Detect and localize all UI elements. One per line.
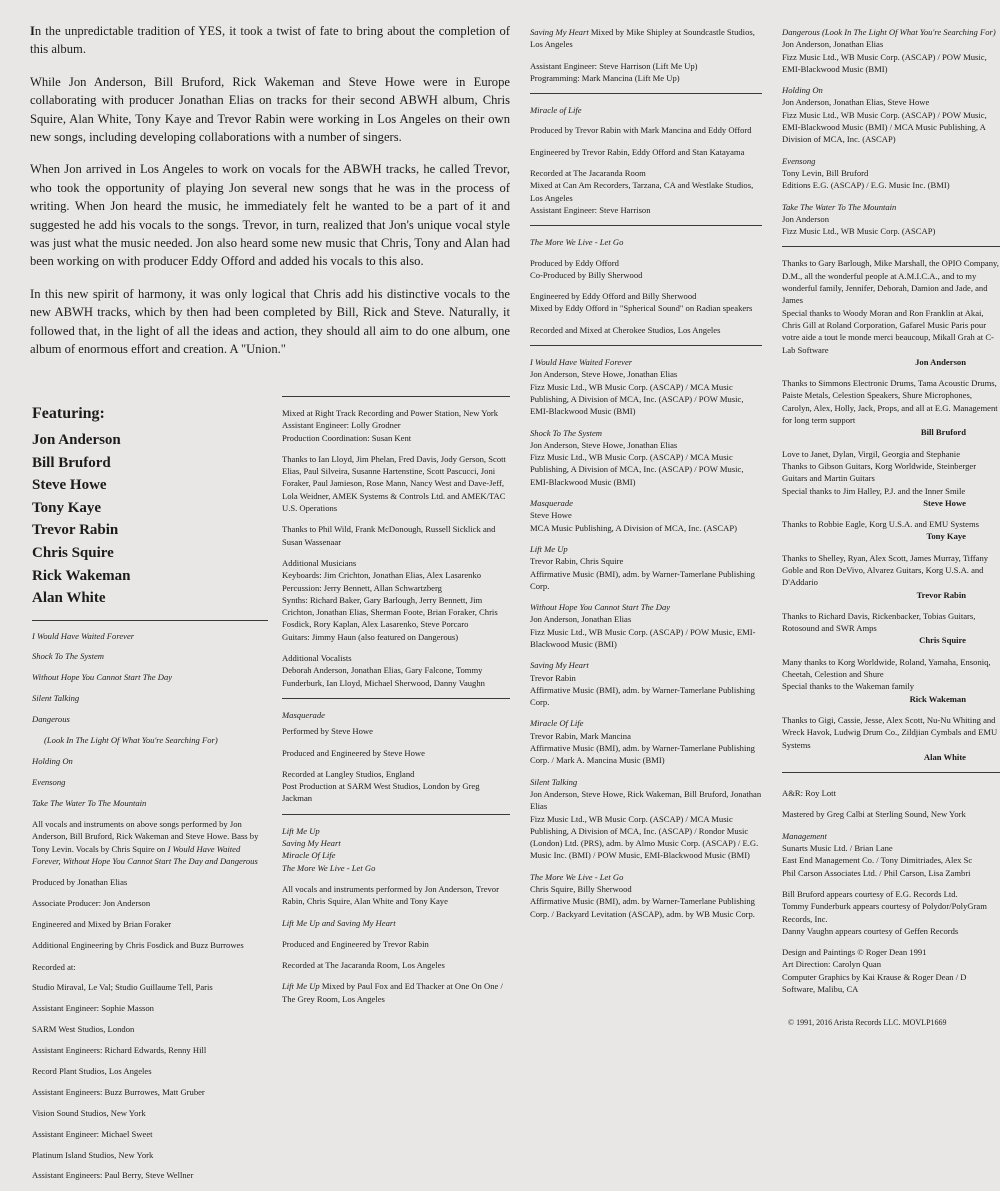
credit-block (530, 26, 762, 51)
credit-block (32, 918, 268, 951)
publishing-list (782, 26, 1000, 237)
song-credits: Steve Howe MCA Music Publishing, A Division of MCA, Inc. (ASCAP) (530, 510, 737, 533)
credit-text: Design and Paintings © Roger Dean 1991 (782, 947, 927, 958)
credit-block (782, 787, 1000, 799)
divider (282, 396, 510, 397)
divider (282, 814, 510, 815)
credit-block (782, 808, 1000, 820)
member-name: Tony Kaye (32, 499, 102, 516)
credit-text: Record Plant Studios, Los Angeles (32, 1066, 152, 1077)
credit-block (282, 980, 510, 1005)
song-title: Evensong (782, 155, 816, 166)
credit-text: I Would Have Waited Forever, Without Hope You Cannot Start The Day and Dangerous (32, 843, 258, 866)
publishing-entry (782, 155, 1000, 192)
track-title: Saving My Heart (282, 838, 341, 849)
song-credits: Chris Squire, Billy Sherwood Affirmative Music (BMI), adm. by Warner-Tamerlane Publishing Corp. / Backyard Levitation (ASCAP), adm. by WB Music Corp. (530, 884, 755, 919)
credit-text: Platinum Island Studios, New York (32, 1149, 154, 1160)
song-credits: Trevor Rabin, Chris Squire Affirmative Music (BMI), adm. by Warner-Tamerlane Publishing Corp. (530, 556, 755, 591)
credit-text: Production Coordination: Susan Kent (282, 432, 412, 443)
publishing-entry (530, 497, 762, 534)
credit-text: Recorded and Mixed at Cherokee Studios, Los Angeles (530, 324, 721, 335)
credit-text: Computer Graphics by Kai Krause & Roger Dean / D Software, Malibu, CA (782, 971, 967, 994)
thanks-text: Thanks to Gary Barlough, Mike Marshall, the OPIO Company, D.M., all the wonderful people at A.M.I.C.A., and to my wonderful family, Jennifer, Deborah, Damion and Jade, and James Special thanks to Woody Moran and Ron Franklin at Akai, Chris Gill at Roland Corporation, Gafarel Music Paris pour votre aide a tout le monde merci beaucoup, Mikall Grah at C-Lab Software (782, 258, 999, 355)
credit-text: Mixed at Can Am Recorders, Tarzana, CA and Westlake Studios, Los Angeles (530, 180, 754, 203)
member-signature: Steve Howe (923, 497, 966, 508)
publishing-list (530, 356, 762, 920)
section-title: Management (782, 830, 827, 841)
credit-text: Mixed by Mike Shipley at Soundcastle Studios, Los Angeles (530, 27, 755, 50)
featuring-title: Featuring: (32, 405, 105, 422)
credit-text: Deborah Anderson, Jonathan Elias, Gary Falcone, Tommy Funderburk, Ian Lloyd, Michael Sherwood, Danny Vaughn (282, 665, 485, 688)
divider (282, 698, 510, 699)
divider (782, 772, 1000, 773)
track-title: Shock To The System (32, 651, 105, 662)
credit-block (282, 938, 510, 950)
credit-text: Vision Sound Studios, New York (32, 1107, 146, 1118)
credit-text: A&R: Roy Lott (782, 788, 836, 799)
credit-text: Produced by Eddy Offord (530, 257, 619, 268)
publishing-entry (782, 26, 1000, 75)
song-title: Shock To The System (530, 427, 603, 438)
thanks-list (782, 257, 1000, 763)
credit-text: Mixed by Paul Fox and Ed Thacker at One On One / The Grey Room, Los Angeles (282, 981, 503, 1004)
publishing-entry (530, 717, 762, 766)
section-title: The More We Live - Let Go (530, 237, 624, 248)
publishing-entry (530, 776, 762, 862)
song-title: Miracle Of Life (530, 718, 584, 729)
song-credits: Trevor Rabin, Mark Mancina Affirmative Music (BMI), adm. by Warner-Tamerlane Publishing Corp. / Mark A. Mancina Music (BMI) (530, 730, 755, 766)
credit-text: Studio Miraval, Le Val; Studio Guillaume Tell, Paris (32, 982, 213, 993)
credit-text: Assistant Engineers: Richard Edwards, Renny Hill (32, 1045, 207, 1056)
credit-text: Sunarts Music Ltd. / Brian Lane (782, 843, 893, 854)
credit-text: SARM West Studios, London (32, 1024, 135, 1035)
thanks-text: Thanks to Gigi, Cassie, Jesse, Alex Scott, Nu-Nu Whiting and Wreck Havok, Ludwig Drum Co., Zildjian Cymbals and EMU Systems (782, 714, 998, 750)
credit-block (530, 60, 762, 85)
member-name: Steve Howe (32, 477, 107, 494)
intro-paragraph: While Jon Anderson, Bill Bruford, Rick Wakeman and Steve Howe were in Europe collaborating with producer Jonathan Elias on tracks for their second ABWH album, Chris Squire, Alan White, Tony Kaye and Trevor Rabin were working in Los Angeles on their own new songs, including developing collaborations with a number of singers. (30, 74, 510, 145)
member-signature: Bill Bruford (920, 427, 966, 438)
thanks-entry (782, 377, 1000, 438)
credit-text: Additional Engineering by Chris Fosdick and Buzz Burrowes (32, 940, 244, 951)
credit-text: Guitars: Jimmy Haun (also featured on Dangerous) (282, 631, 459, 642)
thanks-entry (782, 714, 1000, 763)
credit-text: Recorded at The Jacaranda Room, Los Angeles (282, 960, 445, 971)
thanks-entry (782, 257, 1000, 368)
divider (530, 225, 762, 226)
intro-paragraph: When Jon arrived in Los Angeles to work on vocals for the ABWH tracks, he called Trevor, who took the opportunity of playing Jon several new songs that he was in the process of writing. When Jon heard the music, he immediately felt he wanted to be a part of it and suggested he add his vocals to the songs. Trevor, in turn, realized that Jon's unique vocal style was just what the music needed. Jon also heard some new music that Chris, Tony and Alan had been working on with producer Eddy Offord and added his vocals to this also. (30, 162, 510, 269)
member-name: Rick Wakeman (32, 567, 131, 584)
song-title: Dangerous (Look In The Light Of What You're Searching For) (782, 27, 996, 37)
credit-text: Produced by Trevor Rabin with Mark Mancina and Eddy Offord (530, 125, 752, 136)
track-title: Dangerous (32, 714, 70, 725)
thanks-entry (782, 518, 1000, 543)
credit-block (282, 557, 510, 643)
credit-block (32, 818, 268, 867)
song-title: Silent Talking (530, 776, 578, 787)
credit-text: Assistant Engineers: Paul Berry, Steve Wellner (32, 1170, 194, 1181)
publishing-entry (530, 659, 762, 708)
credit-text: Thanks to Ian Lloyd, Jim Phelan, Fred Davis, Jody Gerson, Scott Elias, Paul Silveira, Susanne Hartenstine, Scott Pascucci, Joni Foraker, Paul Jamieson, Rose Mann, Nancy West and Dave-Jeff, Lola Weidner, AMEK Systems & Controls Ltd. and AMEK/TAC U.S. Operations (282, 453, 506, 514)
credit-text: Assistant Engineer: Steve Harrison (Lift Me Up) (530, 60, 698, 71)
member-signature: Tony Kaye (926, 531, 966, 542)
song-title: Lift Me Up (530, 543, 568, 554)
credit-text: Mixed at Right Track Recording and Power Station, New York (282, 408, 499, 418)
publishing-entry (782, 201, 1000, 238)
section-title: Miracle of Life (530, 105, 582, 116)
credit-text: Saving My Heart (530, 27, 589, 37)
song-title: Without Hope You Cannot Start The Day (530, 602, 671, 613)
credit-block (282, 523, 510, 548)
song-credits: Trevor Rabin Affirmative Music (BMI), adm. by Warner-Tamerlane Publishing Corp. (530, 672, 755, 708)
credit-text: Synths: Richard Baker, Gary Barlough, Jerry Bennett, Jim Crichton, Jonathan Elias, Sherman Foote, Brian Foraker, Chris Fosdick, Rory Kaplan, Alex Lasarenko, Steve Porcaro (282, 594, 498, 630)
member-signature: Chris Squire (919, 635, 966, 646)
credit-block (530, 236, 762, 336)
intro-paragraph: In the unpredictable tradition of YES, it took a twist of fate to bring about the completion of this album. (30, 24, 510, 57)
song-title: The More We Live - Let Go (530, 871, 624, 882)
credit-text: Lift Me Up and Saving My Heart (282, 917, 396, 928)
song-credits: Jon Anderson Fizz Music Ltd., WB Music Corp. (ASCAP) (782, 213, 936, 237)
credit-block (282, 883, 510, 908)
section-title: Masquerade (282, 709, 325, 720)
credit-text: Mixed by Eddy Offord in "Spherical Sound" on Radian speakers (530, 303, 753, 314)
song-credits: Jon Anderson, Steve Howe, Jonathan Elias Fizz Music Ltd., WB Music Corp. (ASCAP) / MCA Music Publishing, A Division of MCA, Inc. (ASCAP) / POW Music, EMI-Blackwood Music (BMI) (530, 439, 744, 487)
credit-text: Mastered by Greg Calbi at Sterling Sound, New York (782, 809, 966, 820)
column-2-credits (282, 396, 510, 1014)
featuring-list (32, 405, 232, 610)
column-4-credits (782, 26, 1000, 1004)
song-credits: Jon Anderson, Jonathan Elias, Steve Howe Fizz Music Ltd., WB Music Corp. (ASCAP) / POW Music, EMI-Blackwood Music (BMI) / MCA Music Publishing, A Division of MCA, Inc. (ASCAP) (782, 97, 987, 145)
thanks-entry (782, 610, 1000, 647)
song-title: Masquerade (530, 498, 573, 509)
credit-text: Bill Bruford appears courtesy of E.G. Records Ltd. (782, 888, 958, 899)
divider (530, 345, 762, 346)
credit-text: Produced and Engineered by Steve Howe (282, 747, 425, 758)
song-credits: Tony Levin, Bill Bruford Editions E.G. (ASCAP) / E.G. Music Inc. (BMI) (782, 167, 950, 191)
credit-text: Assistant Engineer: Michael Sweet (32, 1128, 153, 1139)
credit-text: All vocals and instruments on above songs performed by Jon Anderson, Bill Bruford, Rick Wakeman and Steve Howe. Bass by Tony Levin. Vocals by Chris Squire on (32, 819, 259, 854)
track-title: Take The Water To The Mountain (32, 797, 147, 808)
track-title: Without Hope You Cannot Start The Day (32, 672, 173, 683)
song-credits: Jon Anderson, Jonathan Elias Fizz Music Ltd., WB Music Corp. (ASCAP) / POW Music, EMI-Blackwood Music (BMI) (782, 39, 987, 74)
credit-block (282, 453, 510, 514)
track-title: Silent Talking (32, 693, 80, 704)
credit-text: Engineered and Mixed by Brian Foraker (32, 919, 172, 930)
member-name: Chris Squire (32, 544, 114, 561)
credit-block (782, 830, 1000, 879)
credit-text: Recorded at Langley Studios, England (282, 768, 415, 779)
publishing-entry (530, 543, 762, 592)
credit-block (282, 917, 510, 929)
member-name: Alan White (32, 590, 106, 607)
thanks-entry (782, 448, 1000, 509)
credit-text: Percussion: Jerry Bennett, Allan Schwartzberg (282, 582, 442, 593)
divider (782, 246, 1000, 247)
publishing-entry (530, 601, 762, 650)
thanks-entry (782, 552, 1000, 601)
column-1-credits (32, 620, 268, 1191)
member-signature: Jon Anderson (915, 356, 966, 367)
song-title: Holding On (782, 85, 823, 96)
credit-text: Art Direction: Carolyn Quan (782, 959, 882, 970)
song-credits: Jon Anderson, Steve Howe, Rick Wakeman, Bill Bruford, Jonathan Elias Fizz Music Ltd., WB Music Corp. (ASCAP) / MCA Music Publishing, A Division of MCA, Inc. (ASCAP) / Rondor Music (London) Ltd. (PRS), adm. by Almo Music Corp. (ASCAP) / E.G. Music Inc. (BMI) / POW Music, EMI-Blackwood Music (BMI) (530, 788, 762, 861)
credit-text: Assistant Engineer: Steve Harrison (530, 204, 651, 215)
credit-text: Phil Carson Associates Ltd. / Phil Carson, Lisa Zambri (782, 867, 971, 878)
credit-text: Tommy Funderburk appears courtesy of Polydor/PolyGram Records, Inc. (782, 901, 987, 924)
divider (530, 93, 762, 94)
credit-text: Recorded at: (32, 961, 76, 972)
publishing-entry (530, 427, 762, 488)
credit-text: Danny Vaughn appears courtesy of Geffen Records (782, 925, 959, 936)
credit-text: Thanks to Phil Wild, Frank McDonough, Russell Sicklick and Susan Wassenaar (282, 524, 496, 547)
intro-text (30, 22, 510, 373)
credit-text: Post Production at SARM West Studios, London by Greg Jackman (282, 781, 480, 804)
song-title: Saving My Heart (530, 660, 589, 671)
credit-text: East End Management Co. / Tony Dimitriades, Alex Sc (782, 855, 973, 866)
thanks-text: Thanks to Simmons Electronic Drums, Tama Acoustic Drums, Paiste Metals, Celestion Speakers, Shure Microphones, Carolyn, Alex, Holly, Jack, Props, and all at E.G. Management for long term support (782, 378, 998, 426)
credit-text: Lift Me Up (282, 981, 320, 992)
credit-text: Recorded at The Jacaranda Room (530, 168, 646, 179)
thanks-text: Thanks to Richard Davis, Rickenbacker, Tobias Guitars, Rotosound and SWR Amps (782, 610, 976, 634)
credit-text: Assistant Engineers: Buzz Burrowes, Matt Gruber (32, 1086, 205, 1097)
credit-block (282, 652, 510, 689)
member-name: Jon Anderson (32, 432, 121, 448)
thanks-entry (782, 656, 1000, 705)
member-signature: Rick Wakeman (909, 693, 966, 704)
credit-text: Engineered by Trevor Rabin, Eddy Offord and Stan Katayama (530, 146, 745, 157)
song-credits: Jon Anderson, Jonathan Elias Fizz Music Ltd., WB Music Corp. (ASCAP) / POW Music, EMI-Blackwood Music (BMI) (530, 614, 756, 649)
credit-text: Engineered by Eddy Offord and Billy Sherwood (530, 291, 697, 302)
column-3-credits (530, 26, 762, 929)
publishing-entry (530, 356, 762, 417)
track-list (282, 825, 510, 874)
track-title: (Look In The Light Of What You're Searching For) (44, 735, 218, 746)
credit-block (782, 888, 1000, 937)
publishing-entry (530, 871, 762, 920)
credit-block (282, 709, 510, 805)
thanks-text: Thanks to Shelley, Ryan, Alex Scott, James Murray, Tiffany Goble and Ron DeVivo, Alvarez Guitars, Korg U.S.A. and D'Addario (782, 552, 989, 588)
thanks-text: Thanks to Robbie Eagle, Korg U.S.A. and EMU Systems (782, 519, 980, 530)
credit-text: Programming: Mark Mancina (Lift Me Up) (530, 72, 680, 83)
credit-text: Additional Vocalists (282, 653, 352, 664)
credit-block (782, 946, 1000, 995)
credit-text: Performed by Steve Howe (282, 726, 373, 737)
credit-block (32, 961, 268, 1182)
track-title: Lift Me Up (282, 825, 320, 836)
track-title: Holding On (32, 755, 73, 766)
credit-text: Additional Musicians (282, 557, 357, 568)
thanks-text: Many thanks to Korg Worldwide, Roland, Yamaha, Ensoniq, Cheetah, Celestion and Shure Special thanks to the Wakeman family (782, 656, 991, 692)
member-name: Bill Bruford (32, 454, 111, 471)
credit-text: Co-Produced by Billy Sherwood (530, 269, 643, 280)
track-title: Miracle Of Life (282, 850, 336, 861)
copyright-notice: © 1991, 2016 Arista Records LLC. MOVLP1669 (788, 1018, 947, 1027)
song-title: I Would Have Waited Forever (530, 357, 633, 368)
publishing-entry (782, 84, 1000, 145)
credit-text: Produced and Engineered by Trevor Rabin (282, 938, 429, 949)
credit-text: Assistant Engineer: Sophie Masson (32, 1003, 154, 1014)
track-list (32, 630, 268, 809)
member-signature: Trevor Rabin (916, 589, 966, 600)
track-title: I Would Have Waited Forever (32, 630, 135, 641)
credit-block (530, 104, 762, 216)
thanks-text: Love to Janet, Dylan, Virgil, Georgia and Stephanie Thanks to Gibson Guitars, Korg Worldwide, Steinberger Guitars and Martin Guitars Special thanks to Jim Halley, P.J. and the Inner Smile (782, 448, 977, 496)
credit-text: Assistant Engineer: Lolly Grodner (282, 420, 401, 431)
track-title: The More We Live - Let Go (282, 862, 376, 873)
song-credits: Jon Anderson, Steve Howe, Jonathan Elias Fizz Music Ltd., WB Music Corp. (ASCAP) / MCA Music Publishing, A Division of MCA, Inc. (ASCAP) / POW Music, EMI-Blackwood Music (BMI) (530, 369, 744, 417)
member-signature: Alan White (923, 751, 966, 762)
credit-text: All vocals and instruments performed by Jon Anderson, Trevor Rabin, Chris Squire, Alan White and Tony Kaye (282, 883, 499, 907)
member-name: Trevor Rabin (32, 522, 119, 539)
credit-block (282, 407, 510, 444)
credit-block (32, 876, 268, 909)
track-title: Evensong (32, 776, 66, 787)
credit-block (282, 959, 510, 971)
credit-text: Produced by Jonathan Elias (32, 877, 128, 888)
intro-paragraph: In this new spirit of harmony, it was only logical that Chris add his distinctive vocals to the new ABWH tracks, which by then had been completed by Bill, Rick and Steve. Naturally, it followed that, in the light of all the ideas and action, they should all aim to do one album, one album of enormous effort and creation. A "Union." (30, 286, 510, 357)
credit-text: Keyboards: Jim Crichton, Jonathan Elias, Alex Lasarenko (282, 570, 482, 581)
song-title: Take The Water To The Mountain (782, 201, 897, 212)
credit-text: Associate Producer: Jon Anderson (32, 898, 151, 909)
divider (32, 620, 268, 621)
